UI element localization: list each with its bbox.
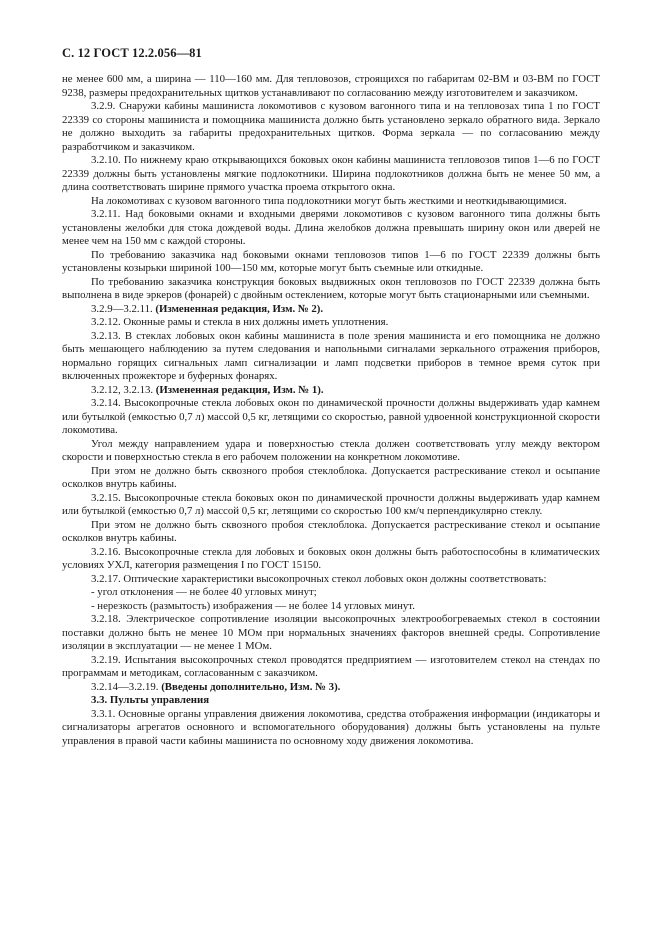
paragraph-3-2-11: 3.2.11. Над боковыми окнами и входными дверями локомотивов с кузовом вагонного типа должны быть установлены желобки для стока дождевой воды. Длина желобков должна превышать ширину окон или дверей не менее чем на 150 мм с каждой стороны. xyxy=(62,208,600,247)
amendment-label: (Измененная редакция, Изм. № 1). xyxy=(155,383,324,396)
amendment-label: (Введены дополнительно, Изм. № 3). xyxy=(161,680,341,693)
section-title: 3.3. Пульты управления xyxy=(91,694,210,706)
amendment-note: 3.2.9—3.2.11. (Измененная редакция, Изм. № 2). xyxy=(91,302,324,315)
list-item: - нерезкость (размытость) изображения — не более 14 угловых минут. xyxy=(91,599,415,612)
paragraph-3-2-9: 3.2.9. Снаружи кабины машиниста локомотивов с кузовом вагонного типа и на тепловозах типа 1 по ГОСТ 22339 со стороны машиниста и помощника машиниста должно быть установлено зеркало обратного вида. Зеркало не должно выходить за габариты предохранительных щитков. Форма зеркала — по согласованию между разработчиком и заказчиком. xyxy=(62,100,600,153)
paragraph: Угол между направлением удара и поверхностью стекла должен соответствовать углу между вектором скорости и поверхностью стекла в его рабочем положении на конкретном локомотиве. xyxy=(62,437,600,463)
paragraph-3-2-16: 3.2.16. Высокопрочные стекла для лобовых и боковых окон должны быть работоспособны в климатических условиях УХЛ, категория размещения I по ГОСТ 15150. xyxy=(62,545,600,571)
paragraph: При этом не должно быть сквозного пробоя стеклоблока. Допускается растрескивание стекол и осыпание осколков внутрь кабины. xyxy=(62,464,600,490)
paragraph: По требованию заказчика конструкция боковых выдвижных окон тепловозов по ГОСТ 22339 должна быть выполнена в виде эркеров (фонарей) с двойным остеклением, которые могут быть стационарными или съемными. xyxy=(62,275,600,301)
paragraph-3-2-15: 3.2.15. Высокопрочные стекла боковых окон по динамической прочности должны выдерживать удар камнем или бутылкой (емкостью 0,7 л) массой 0,5 кг, летящими со скоростью 100 км/ч перпендикулярно стеклу. xyxy=(62,491,600,517)
paragraph: При этом не должно быть сквозного пробоя стеклоблока. Допускается растрескивание стекол и осыпание осколков внутрь кабины. xyxy=(62,518,600,544)
amendment-note: 3.2.12, 3.2.13. (Измененная редакция, Изм. № 1). xyxy=(91,383,324,396)
amendment-label: (Измененная редакция, Изм. № 2). xyxy=(155,302,324,315)
paragraph-3-2-10: 3.2.10. По нижнему краю открывающихся боковых окон кабины машиниста тепловозов типов 1—6 по ГОСТ 22339 должны быть установлены мягкие подлокотники. Ширина подлокотников должна быть не менее 50 мм, а длина соответствовать ширине прямого участка проема открытого окна. xyxy=(62,154,600,193)
paragraph-3-3-1: 3.3.1. Основные органы управления движения локомотива, средства отображения информации (индикаторы и сигнализаторы агрегатов основного и вспомогательного оборудования) должны быть установлены на пульте управления в правой части кабины машиниста по основному ходу движения локомотива. xyxy=(62,707,600,747)
list-item: - угол отклонения — не более 40 угловых минут; xyxy=(91,586,317,598)
paragraph-3-2-13: 3.2.13. В стеклах лобовых окон кабины машиниста в поле зрения машиниста и его помощника не должно быть мешающего наблюдению за путем следования и напольными сигналами зеркального отражения приборов, нормально горящих сигнальных ламп сигнализации и ламп подсветки приборов в темное время суток при включенных прожекторе и буферных фонарях. xyxy=(62,329,600,382)
page-header: С. 12 ГОСТ 12.2.056—81 xyxy=(62,46,202,60)
paragraph-3-2-12: 3.2.12. Оконные рамы и стекла в них должны иметь уплотнения. xyxy=(91,316,389,328)
document-body xyxy=(62,73,600,748)
amendment-note: 3.2.14—3.2.19. (Введены дополнительно, Изм. № 3). xyxy=(91,680,341,693)
paragraph: не менее 600 мм, а ширина — 110—160 мм. Для тепловозов, строящихся по габаритам 02-ВМ и 03-ВМ по ГОСТ 9238, размеры предохранительных щитков устанавливают по согласованию между изготовителем и заказчиком. xyxy=(62,73,600,99)
paragraph-3-2-17: 3.2.17. Оптические характеристики высокопрочных стекол лобовых окон должны соответствовать: xyxy=(91,572,547,585)
paragraph: По требованию заказчика над боковыми окнами тепловозов типов 1—6 по ГОСТ 22339 должны быть установлены козырьки шириной 100—150 мм, которые могут быть съемные или откидные. xyxy=(62,248,600,274)
section-heading xyxy=(62,694,600,708)
paragraph-3-2-18: 3.2.18. Электрическое сопротивление изоляции высокопрочных электрообогреваемых стекол в состоянии поставки должно быть не менее 10 МОм при нормальных значениях факторов внешней среды. Сопротивление изоляции в эксплуатации — не менее 1 МОм. xyxy=(62,613,600,652)
paragraph: На локомотивах с кузовом вагонного типа подлокотники могут быть жесткими и неоткидывающимися. xyxy=(91,194,567,207)
paragraph-3-2-19: 3.2.19. Испытания высокопрочных стекол проводятся предприятием — изготовителем стекол на стендах по программам и методикам, согласованным с заказчиком. xyxy=(62,653,600,679)
paragraph-3-2-14: 3.2.14. Высокопрочные стекла лобовых окон по динамической прочности должны выдерживать удар камнем или бутылкой (емкостью 0,7 л) массой 0,5 кг, летящими со скоростью, равной удвоенной конструкционной скорости локомотива. xyxy=(62,397,600,436)
